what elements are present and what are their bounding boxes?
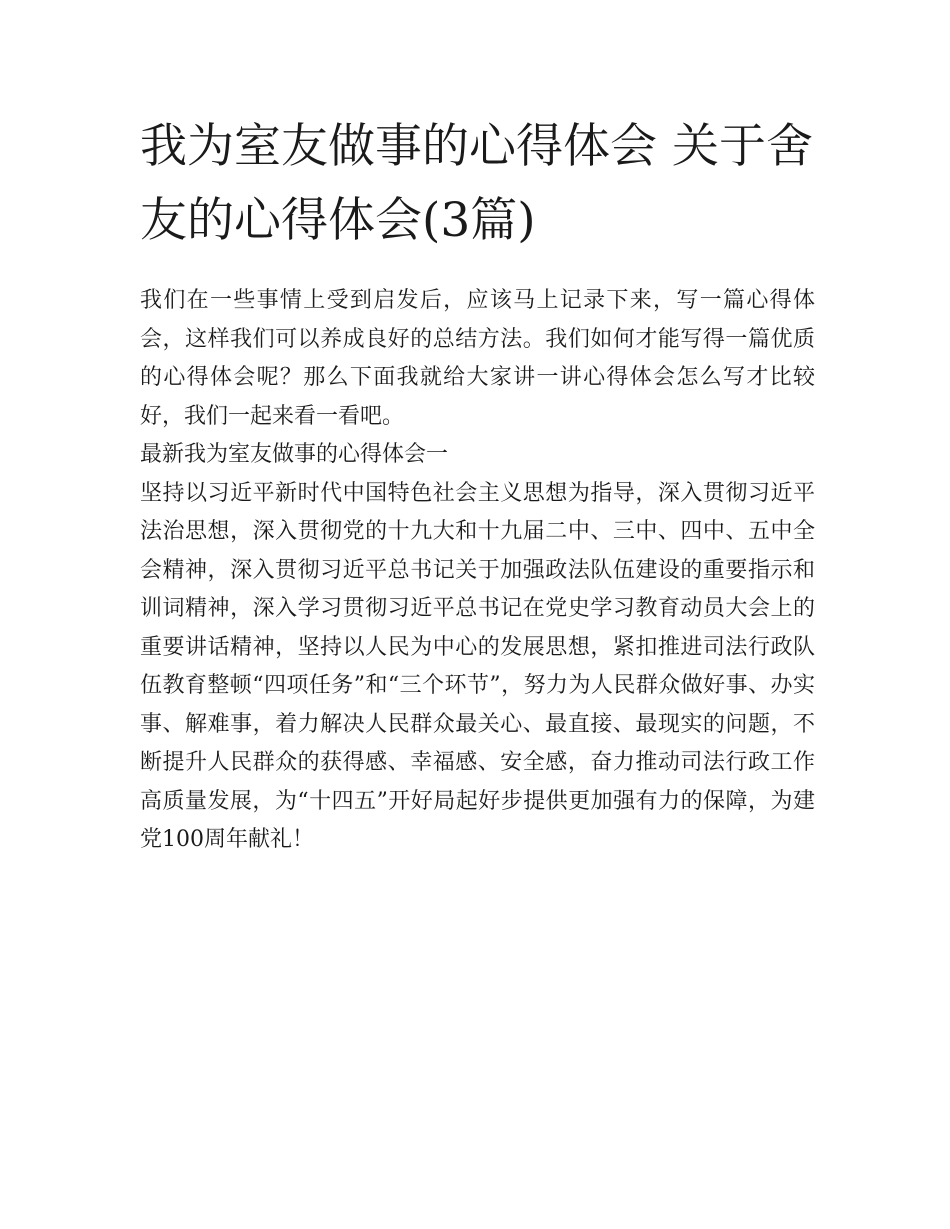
body-paragraph: 坚持以习近平新时代中国特色社会主义思想为指导，深入贯彻习近平法治思想，深入贯彻党的十九大和十九届二中、三中、四中、五中全会精神，深入贯彻习近平总书记关于加强政法队伍建设的重要指示和训词精神，深入学习贯彻习近平总书记在党史学习教育动员大会上的重要讲话精神，坚持以人民为中心的发展思想，紧扣推进司法行政队伍教育整顿“四项任务”和“三个环节”，努力为人民群众做好事、办实事、解难事，着力解决人民群众最关心、最直接、最现实的问题，不断提升人民群众的获得感、幸福感、安全感，奋力推动司法行政工作高质量发展，为“十四五”开好局起好步提供更加强有力的保障，为建党100周年献礼！ bbox=[140, 480, 815, 852]
intro-paragraph: 我们在一些事情上受到启发后，应该马上记录下来，写一篇心得体会，这样我们可以养成良好的总结方法。我们如何才能写得一篇优质的心得体会呢？那么下面我就给大家讲一讲心得体会怎么写才比较好，我们一起来看一看吧。 bbox=[140, 288, 815, 429]
section-heading: 最新我为室友做事的心得体会一 bbox=[140, 442, 449, 467]
document-body bbox=[140, 282, 815, 860]
document-title: 我为室友做事的心得体会 关于舍友的心得体会(3篇) bbox=[140, 119, 813, 248]
